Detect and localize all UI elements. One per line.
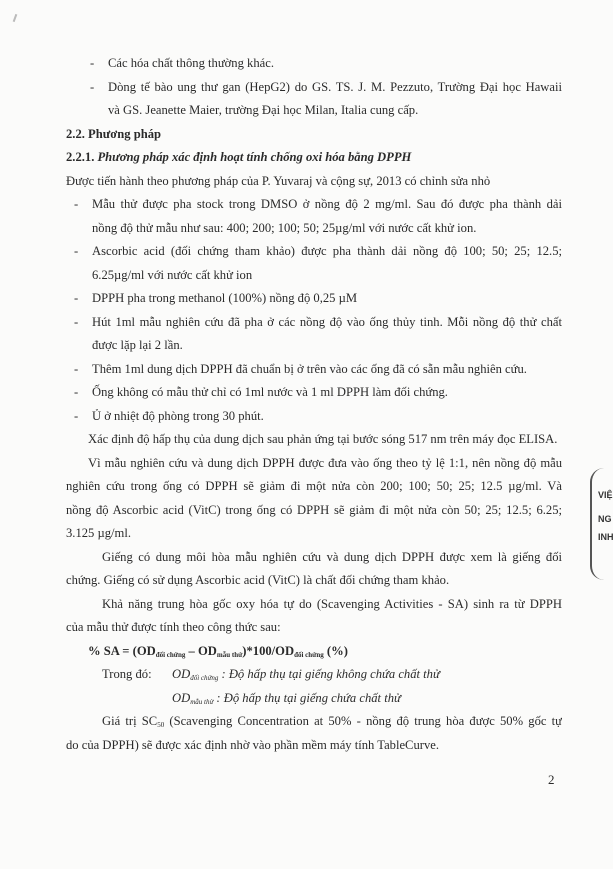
list-item: [66, 287, 562, 311]
list-item-text: Hút 1ml mẫu nghiên cứu đã pha ở các nồng độ vào ống thủy tinh. Mỗi nồng độ thử chất: [92, 314, 562, 329]
section-heading-2-2: 2.2. Phương pháp: [66, 126, 162, 141]
paragraph-line: Xác định độ hấp thụ của dung dịch sau phản ứng tại bước sóng 517 nm trên máy đọc ELISA.: [88, 432, 558, 446]
formula-part: )*100/OD: [242, 643, 295, 658]
list-item: [66, 240, 562, 287]
paragraph-line: nồng độ Ascorbic acid (VitC) trong ống có DPPH sẽ giảm đi một nửa còn 50; 25; 12.5; 6.25;: [66, 502, 562, 517]
section-heading-2-2-1: [66, 146, 562, 170]
document-body: [66, 52, 562, 757]
list-item-line: [66, 76, 562, 100]
formula-subscript: đối chứng: [294, 650, 324, 659]
od-subscript: đối chứng: [190, 674, 219, 682]
section-title: Phương pháp xác định hoạt tính chống oxi hóa bằng DPPH: [97, 150, 412, 164]
stamp-text: VIỆ: [598, 490, 613, 500]
formula-legend-2: [66, 687, 562, 711]
list-item-line: [66, 193, 562, 217]
list-item-text: được lặp lại 2 lần.: [92, 338, 183, 352]
list-item: [66, 193, 562, 240]
stamp-text: INH: [598, 532, 613, 542]
od-symbol: OD: [172, 667, 191, 681]
bullet-dash-icon: -: [74, 314, 79, 329]
list-item-text: Ascorbic acid (đối chứng tham khảo) được pha thành dải nồng độ 100; 50; 25; 12.5;: [92, 244, 562, 258]
bullet-dash-icon: -: [74, 244, 79, 258]
list-item-text: Các hóa chất thông thường khác.: [108, 56, 274, 70]
method-intro: Được tiến hành theo phương pháp của P. Yuvaraj và cộng sự, 2013 có chỉnh sửa nhỏ: [66, 173, 491, 188]
formula-part: – OD: [185, 643, 217, 658]
materials-list: [66, 52, 562, 123]
list-item-text: DPPH pha trong methanol (100%) nồng độ 0,25 µM: [92, 291, 358, 305]
list-item-line: [66, 264, 562, 288]
list-item-line: [66, 287, 562, 311]
list-item: [66, 311, 562, 358]
list-item-line: [66, 358, 562, 382]
list-item-line: [66, 405, 562, 429]
paragraph-line: của mẫu thử được tính theo công thức sau:: [66, 620, 281, 634]
list-item-line: [66, 99, 562, 123]
section-number: 2.2.1.: [66, 150, 98, 164]
list-item-line: [66, 52, 562, 76]
od-description: : Độ hấp thụ tại giếng chứa chất thử: [213, 690, 401, 705]
bullet-dash-icon: -: [90, 56, 95, 70]
formula-part: (%): [323, 643, 348, 658]
bullet-dash-icon: -: [74, 361, 79, 376]
formula-subscript: đối chứng: [155, 650, 186, 659]
paragraph-line: Khả năng trung hòa gốc oxy hóa tự do (Scavenging Activities - SA) sinh ra từ DPPH: [102, 596, 562, 611]
stamp-fragment: [590, 468, 613, 580]
list-item-text: 6.25µg/ml với nước cất khử ion: [92, 267, 253, 282]
list-item-line: [66, 334, 562, 358]
paragraph-line: nghiên cứu trong ống có DPPH sẽ giảm đi một nửa còn 200; 100; 50; 25; 12.5 µg/ml. Và: [66, 479, 562, 493]
list-item-text: Ủ ở nhiệt độ phòng trong 30 phút.: [92, 408, 264, 423]
list-item-text: Thêm 1ml dung dịch DPPH đã chuẩn bị ở trên vào các ống đã có sẵn mẫu nghiên cứu.: [92, 361, 527, 376]
method-paragraphs: [66, 428, 562, 640]
sc50-line-1: [66, 710, 562, 734]
scan-mark: [13, 14, 18, 22]
formula-part: % SA = (OD: [88, 643, 156, 658]
paragraph-line: Giếng có dung môi hòa mẫu nghiên cứu và dung dịch DPPH được xem là giếng đối: [102, 549, 562, 564]
page-number: 2: [548, 772, 555, 787]
list-item: [66, 358, 562, 382]
list-item-text: Dòng tế bào ung thư gan (HepG2) do GS. TS. J. M. Pezzuto, Trường Đại học Hawaii: [108, 79, 562, 94]
legend-label: Trong đó:: [102, 667, 152, 681]
od-symbol: OD: [172, 690, 191, 705]
method-steps-list: [66, 193, 562, 428]
paragraph: [66, 452, 562, 546]
paragraph-line: 3.125 µg/ml.: [66, 526, 131, 540]
sc50-text: Giá trị SC: [102, 714, 158, 728]
paragraph-line: chứng. Giếng có sử dụng Ascorbic acid (VitC) là chất đối chứng tham khảo.: [66, 573, 450, 587]
paragraph-line: Vì mẫu nghiên cứu và dung dịch DPPH được đưa vào ống theo tỷ lệ 1:1, nên nồng độ mẫu: [88, 455, 562, 470]
bullet-dash-icon: -: [90, 79, 95, 94]
list-item: [66, 76, 562, 123]
od-subscript: mẫu thử: [190, 697, 214, 706]
sc50-line-2: do của DPPH) sẽ được xác định nhờ vào phần mềm máy tính TableCurve.: [66, 737, 439, 752]
list-item-text: nồng độ thử mẫu như sau: 400; 200; 100; 50; 25µg/ml với nước cất khử ion.: [92, 220, 477, 235]
sc50-text: (Scavenging Concentration at 50% - nồng độ trung hòa được 50% gốc tự: [164, 714, 562, 728]
list-item-text: Ống không có mẫu thử chỉ có 1ml nước và 1 ml DPPH làm đối chứng.: [92, 385, 448, 399]
list-item-line: [66, 240, 562, 264]
formula-legend-1: [66, 663, 562, 687]
formula-subscript: mẫu thử: [216, 650, 243, 659]
paragraph: [66, 546, 562, 593]
list-item-line: [66, 217, 562, 241]
list-item-text: Mẫu thử được pha stock trong DMSO ở nồng độ 2 mg/ml. Sau đó được pha thành dải: [92, 197, 562, 211]
stamp-text: NG: [598, 514, 612, 524]
bullet-dash-icon: -: [74, 408, 79, 423]
paragraph: [66, 428, 562, 452]
bullet-dash-icon: -: [74, 291, 79, 305]
sc50-subscript: 50: [157, 721, 165, 729]
bullet-dash-icon: -: [74, 197, 79, 211]
list-item-text: và GS. Jeanette Maier, trường Đại học Milan, Italia cung cấp.: [108, 103, 419, 117]
list-item-line: [66, 381, 562, 405]
paragraph: [66, 593, 562, 640]
sa-formula: [66, 640, 562, 664]
list-item: [66, 405, 562, 429]
list-item: [66, 52, 562, 76]
list-item: [66, 381, 562, 405]
od-description: : Độ hấp thụ tại giếng không chứa chất thử: [218, 667, 440, 681]
list-item-line: [66, 311, 562, 335]
bullet-dash-icon: -: [74, 385, 79, 399]
